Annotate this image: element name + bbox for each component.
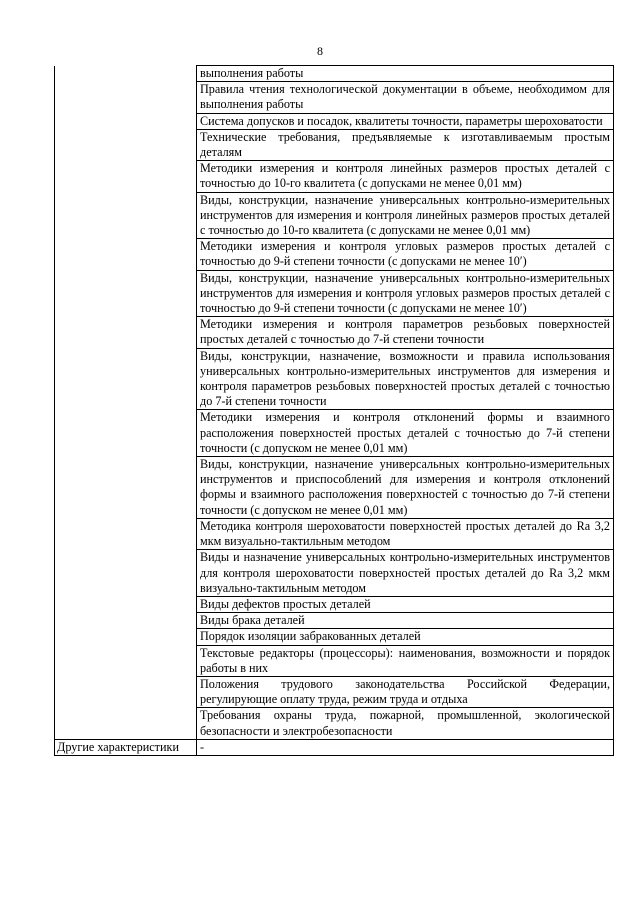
row-label-cell bbox=[55, 113, 197, 129]
table-row bbox=[55, 82, 614, 113]
table-row bbox=[55, 270, 614, 317]
knowledge-item: Правила чтения технологической документации в объеме, необходимом для выполнения работы bbox=[197, 82, 614, 113]
table-row bbox=[55, 192, 614, 239]
knowledge-item: Виды, конструкции, назначение универсальных контрольно-измерительных инструментов для измерения и контроля линейных размеров простых деталей с точностью до 10-го квалитета (с допусками не менее 0,01 мм) bbox=[197, 192, 614, 239]
row-label-cell bbox=[55, 613, 197, 629]
row-label-cell bbox=[55, 161, 197, 192]
row-label-cell bbox=[55, 410, 197, 457]
row-label-cell bbox=[55, 596, 197, 612]
knowledge-item: Виды брака деталей bbox=[197, 613, 614, 629]
knowledge-item: выполнения работы bbox=[197, 66, 614, 82]
row-label-cell bbox=[55, 270, 197, 317]
knowledge-item: Положения трудового законодательства Российской Федерации, регулирующие оплату труда, режим труда и отдыха bbox=[197, 676, 614, 707]
knowledge-item: Виды, конструкции, назначение, возможности и правила использования универсальных контрольно-измерительных инструментов для измерения и контроля параметров резьбовых поверхностей простых деталей с точностью до 7-й степени точности bbox=[197, 348, 614, 410]
table-row bbox=[55, 676, 614, 707]
table-row bbox=[55, 129, 614, 160]
table-row bbox=[55, 161, 614, 192]
row-label-cell bbox=[55, 629, 197, 645]
knowledge-item: Требования охраны труда, пожарной, промышленной, экологической безопасности и электробезопасности bbox=[197, 708, 614, 739]
table-row bbox=[55, 550, 614, 597]
table-row bbox=[55, 113, 614, 129]
knowledge-item: Методики измерения и контроля параметров резьбовых поверхностей простых деталей с точностью до 7-й степени точности bbox=[197, 317, 614, 348]
knowledge-item: Текстовые редакторы (процессоры): наименования, возможности и порядок работы в них bbox=[197, 645, 614, 676]
knowledge-item: Виды и назначение универсальных контрольно-измерительных инструментов для контроля шероховатости поверхностей простых деталей до Ra 3,2 мкм визуально-тактильным методом bbox=[197, 550, 614, 597]
knowledge-item: Система допусков и посадок, квалитеты точности, параметры шероховатости bbox=[197, 113, 614, 129]
other-characteristics-label: Другие характеристики bbox=[55, 739, 197, 755]
row-label-cell bbox=[55, 192, 197, 239]
row-label-cell bbox=[55, 129, 197, 160]
row-label-cell bbox=[55, 239, 197, 270]
table-row bbox=[55, 596, 614, 612]
row-label-cell bbox=[55, 348, 197, 410]
row-label-cell bbox=[55, 550, 197, 597]
table-row bbox=[55, 348, 614, 410]
row-label-cell bbox=[55, 708, 197, 739]
table-row bbox=[55, 457, 614, 519]
table-row bbox=[55, 645, 614, 676]
knowledge-item: Методики измерения и контроля линейных размеров простых деталей с точностью до 10-го квалитета (с допусками не менее 0,01 мм) bbox=[197, 161, 614, 192]
knowledge-item: Технические требования, предъявляемые к изготавливаемым простым деталям bbox=[197, 129, 614, 160]
knowledge-table bbox=[54, 65, 614, 756]
row-label-cell bbox=[55, 676, 197, 707]
row-label-cell bbox=[55, 82, 197, 113]
row-label-cell bbox=[55, 457, 197, 519]
knowledge-item: Методика контроля шероховатости поверхностей простых деталей до Ra 3,2 мкм визуально-тактильным методом bbox=[197, 518, 614, 549]
knowledge-item: Методики измерения и контроля отклонений формы и взаимного расположения поверхностей простых деталей с точностью до 7-й степени точности (с допуском не менее 0,01 мм) bbox=[197, 410, 614, 457]
table-row bbox=[55, 629, 614, 645]
table-row bbox=[55, 410, 614, 457]
other-characteristics-value: - bbox=[197, 739, 614, 755]
table-row bbox=[55, 613, 614, 629]
row-label-cell bbox=[55, 66, 197, 82]
row-label-cell bbox=[55, 645, 197, 676]
table-row bbox=[55, 239, 614, 270]
knowledge-item: Методики измерения и контроля угловых размеров простых деталей с точностью до 9-й степени точности (с допусками не менее 10′) bbox=[197, 239, 614, 270]
table-row bbox=[55, 66, 614, 82]
table-row bbox=[55, 518, 614, 549]
page-number: 8 bbox=[317, 44, 323, 58]
knowledge-item: Виды, конструкции, назначение универсальных контрольно-измерительных инструментов для измерения и контроля угловых размеров простых деталей с точностью до 9-й степени точности (с допусками не менее 10′) bbox=[197, 270, 614, 317]
knowledge-item: Порядок изоляции забракованных деталей bbox=[197, 629, 614, 645]
other-characteristics-row bbox=[55, 739, 614, 755]
table-row bbox=[55, 708, 614, 739]
row-label-cell bbox=[55, 518, 197, 549]
knowledge-item: Виды дефектов простых деталей bbox=[197, 596, 614, 612]
table-row bbox=[55, 317, 614, 348]
knowledge-item: Виды, конструкции, назначение универсальных контрольно-измерительных инструментов и приспособлений для измерения и контроля отклонений формы и взаимного расположения поверхностей с точностью до 7-й степени точности (с допуском не менее 0,01 мм) bbox=[197, 457, 614, 519]
row-label-cell bbox=[55, 317, 197, 348]
